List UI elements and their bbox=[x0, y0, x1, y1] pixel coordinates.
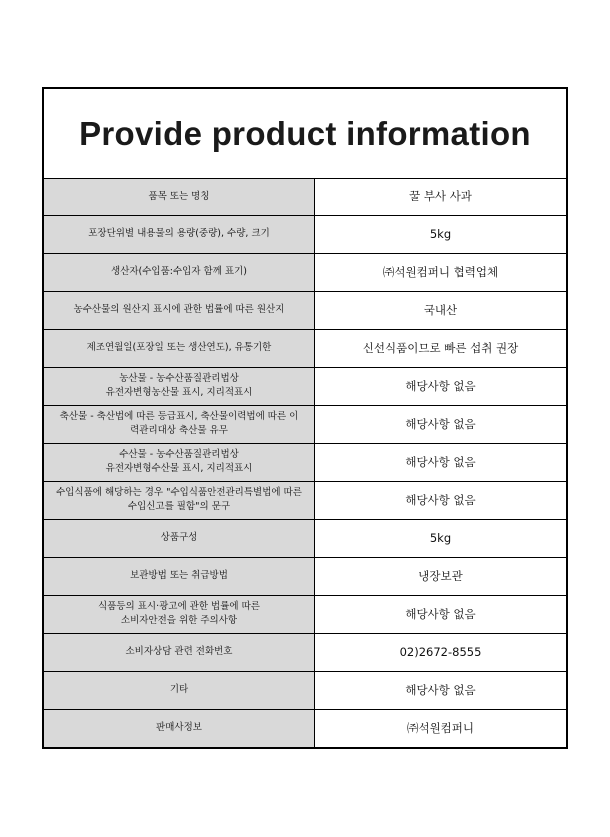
table-row bbox=[44, 557, 566, 595]
row-label: 축산물 - 축산법에 따른 등급표시, 축산물이력법에 따른 이 력관리대상 축산물 유무 bbox=[44, 405, 315, 443]
row-value: 해당사항 없음 bbox=[315, 595, 567, 633]
table-row bbox=[44, 253, 566, 291]
row-value: 꿀 부사 사과 bbox=[409, 189, 472, 204]
table-row bbox=[44, 595, 566, 633]
table-row bbox=[44, 291, 566, 329]
row-label: 식품등의 표시·광고에 관한 법률에 따른 소비자안전을 위한 주의사항 bbox=[44, 595, 315, 633]
row-label: 농수산물의 원산지 표시에 관한 법률에 따른 원산지 bbox=[44, 291, 315, 329]
table-row bbox=[44, 179, 566, 215]
row-value: 신선식품이므로 빠른 섭취 권장 bbox=[315, 329, 567, 367]
row-value: 해당사항 없음 bbox=[315, 405, 567, 443]
row-value: 해당사항 없음 bbox=[315, 367, 567, 405]
row-label: 기타 bbox=[44, 671, 315, 709]
table-row bbox=[44, 443, 566, 481]
product-info-sheet bbox=[42, 87, 568, 749]
row-label: 포장단위별 내용물의 용량(중량), 수량, 크기 bbox=[44, 215, 315, 253]
row-value: 해당사항 없음 bbox=[315, 671, 567, 709]
row-value: 해당사항 없음 bbox=[315, 481, 567, 519]
table-row bbox=[44, 367, 566, 405]
page-title: Provide product information bbox=[44, 89, 566, 179]
table-row bbox=[44, 215, 566, 253]
table-row bbox=[44, 329, 566, 367]
table-row bbox=[44, 481, 566, 519]
row-label: 보관방법 또는 취급방법 bbox=[44, 557, 315, 595]
row-label: 농산물 - 농수산품질관리법상 유전자변형농산물 표시, 지리적표시 bbox=[44, 367, 315, 405]
table-row bbox=[44, 709, 566, 747]
row-value: ㈜석원컴퍼니 bbox=[315, 709, 567, 747]
table-row bbox=[44, 405, 566, 443]
row-label: 제조연월일(포장일 또는 생산연도), 유통기한 bbox=[44, 329, 315, 367]
table-row bbox=[44, 671, 566, 709]
table-row bbox=[44, 519, 566, 557]
row-value: ㈜석원컴퍼니 협력업체 bbox=[315, 253, 567, 291]
row-label: 생산자(수입품:수입자 함께 표기) bbox=[44, 253, 315, 291]
row-label: 품목 또는 명칭 bbox=[44, 179, 315, 215]
row-value: 02)2672-8555 bbox=[315, 633, 567, 671]
row-label: 수산물 - 농수산품질관리법상 유전자변형수산물 표시, 지리적표시 bbox=[44, 443, 315, 481]
row-label: 수입식품에 해당하는 경우 "수입식품안전관리특별법에 따른 수입신고를 필함"의 문구 bbox=[44, 481, 315, 519]
row-value: 5kg bbox=[315, 215, 567, 253]
row-label: 판매사정보 bbox=[44, 709, 315, 747]
table-row bbox=[44, 633, 566, 671]
row-value: 해당사항 없음 bbox=[315, 443, 567, 481]
row-value: 5kg bbox=[315, 519, 567, 557]
row-label: 소비자상담 관련 전화번호 bbox=[44, 633, 315, 671]
row-value: 냉장보관 bbox=[315, 557, 567, 595]
product-info-table bbox=[44, 179, 566, 747]
row-value: 국내산 bbox=[315, 291, 567, 329]
row-label: 상품구성 bbox=[44, 519, 315, 557]
